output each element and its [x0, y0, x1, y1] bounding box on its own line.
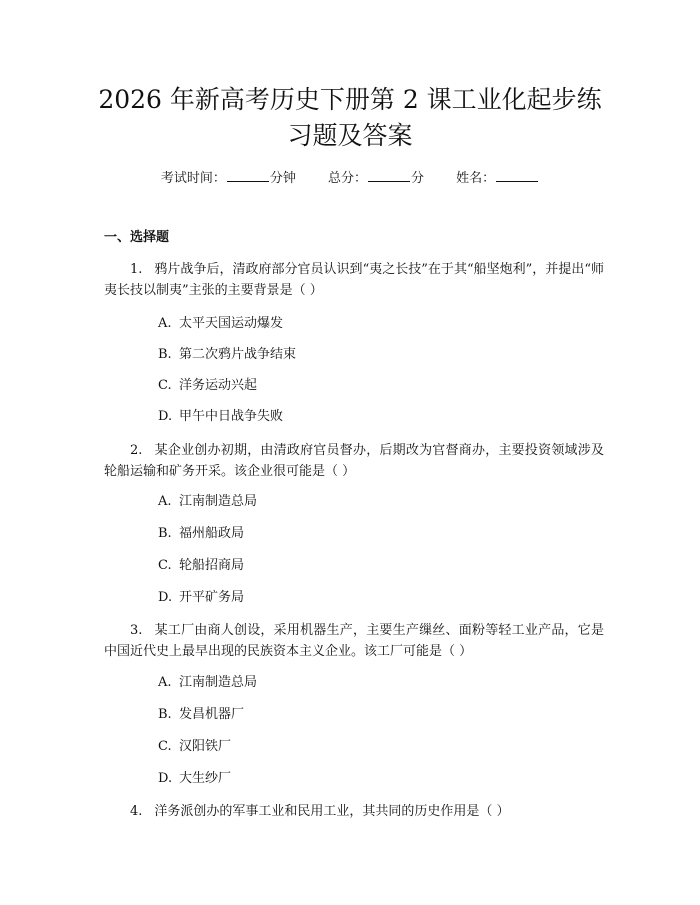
- option-2d: D. 开平矿务局: [158, 590, 245, 605]
- section-title: 一、选择题: [104, 230, 170, 245]
- question-number: 3.: [130, 623, 143, 638]
- question-number: 1.: [130, 262, 143, 277]
- total-score-unit: 分: [411, 171, 425, 186]
- option-3d: D. 大生纱厂: [158, 771, 232, 786]
- question-text: 某工厂由商人创设，采用机器生产，主要生产缫丝、面粉等轻工业产品，它是中国近代史上最早出现的民族资本主义企业。该工厂可能是（ ）: [104, 623, 604, 659]
- exam-time-label: 考试时间：: [160, 171, 226, 186]
- option-3b: B. 发昌机器厂: [158, 707, 245, 722]
- question-4: [104, 801, 604, 822]
- question-text: 某企业创办初期，由清政府官员督办，后期改为官督商办，主要投资领域涉及轮船运输和矿务开采。该企业很可能是（ ）: [104, 443, 604, 479]
- exam-meta: [0, 168, 700, 189]
- question-number: 2.: [130, 443, 143, 458]
- total-score-label: 总分：: [327, 171, 367, 186]
- option-1b: B. 第二次鸦片战争结束: [158, 347, 297, 362]
- question-2: [104, 440, 604, 482]
- option-1d: D. 甲午中日战争失败: [158, 409, 284, 424]
- option-1a: A. 太平天国运动爆发: [158, 316, 284, 331]
- exam-time-blank: [227, 168, 269, 182]
- exam-time-field: [161, 171, 296, 186]
- title-line-2: 习题及答案: [287, 121, 413, 150]
- option-2b: B. 福州船政局: [158, 526, 245, 541]
- title-line-1: 2026 年新高考历史下册第 2 课工业化起步练: [98, 85, 602, 114]
- question-1: [104, 259, 604, 301]
- option-2a: A. 江南制造总局: [158, 494, 258, 509]
- total-score-field: [328, 171, 424, 186]
- total-score-blank: [368, 168, 410, 182]
- name-blank: [496, 168, 538, 182]
- option-1c: C. 洋务运动兴起: [158, 378, 258, 393]
- question-3: [104, 620, 604, 662]
- option-3a: A. 江南制造总局: [158, 675, 258, 690]
- name-label: 姓名：: [456, 171, 496, 186]
- option-2c: C. 轮船招商局: [158, 558, 245, 573]
- option-3c: C. 汉阳铁厂: [158, 739, 232, 754]
- document-title: [90, 82, 610, 154]
- question-number: 4.: [130, 804, 143, 819]
- name-field: [456, 171, 539, 186]
- question-text: 洋务派创办的军事工业和民用工业，其共同的历史作用是（ ）: [154, 804, 510, 819]
- exam-time-unit: 分钟: [269, 171, 296, 186]
- question-text: 鸦片战争后，清政府部分官员认识到“夷之长技”在于其“船坚炮利”，并提出“师夷长技以制夷”主张的主要背景是（ ）: [104, 262, 604, 298]
